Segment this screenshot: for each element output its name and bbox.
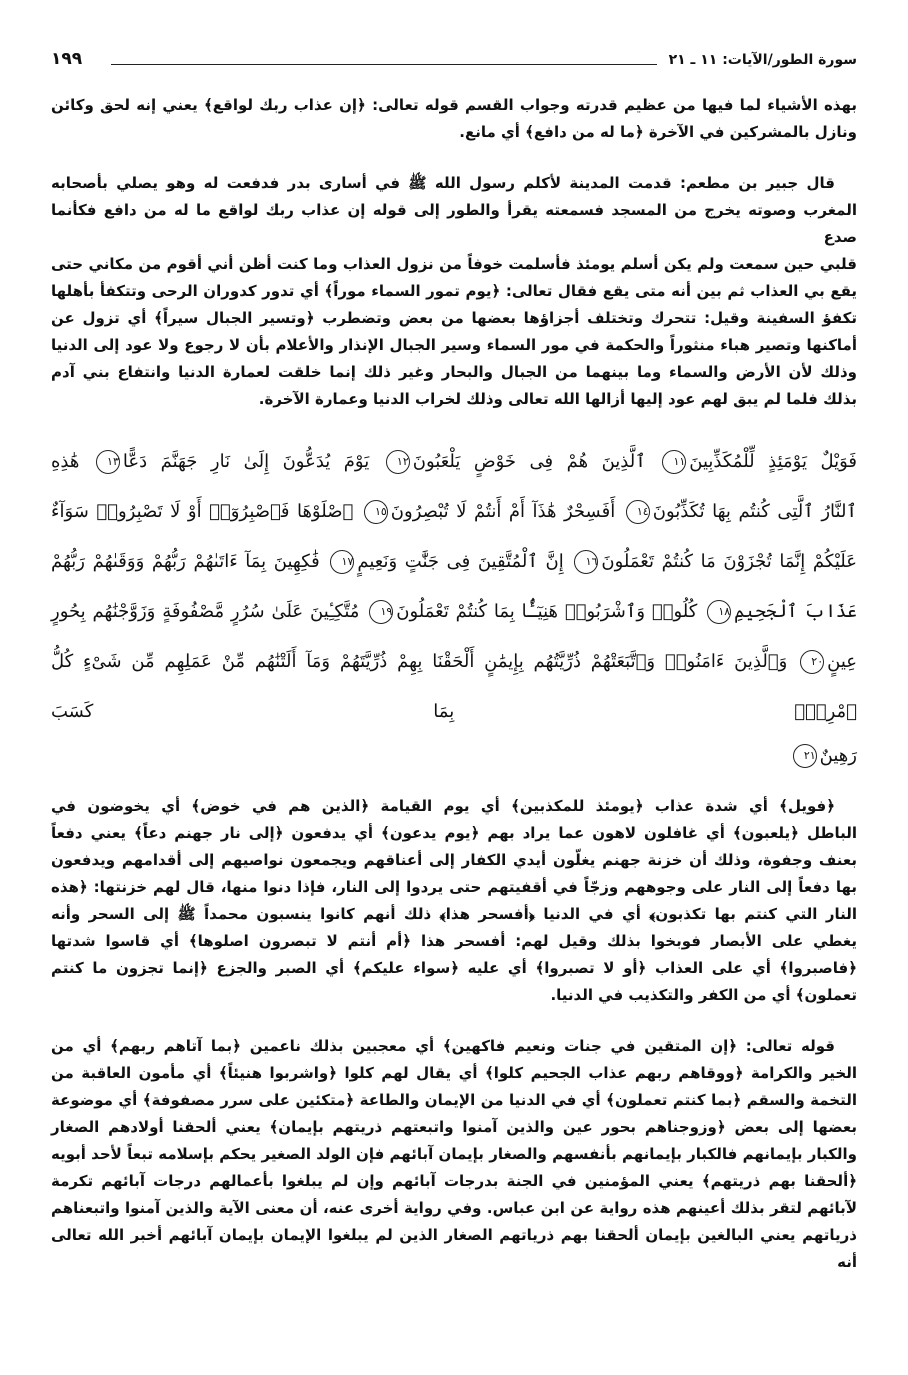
verse-number-marker: ١٥: [364, 500, 388, 524]
para4-line: بعضها إلى بعض ﴿وزوجناهم بحور عين والذين آمنوا واتبعتهم ذريتهم بإيمان﴾ يعني ألحقنا أولادهم الصغار: [51, 1118, 857, 1136]
verse-number-marker: ١٦: [574, 550, 598, 574]
quran-verse-line: [51, 737, 857, 775]
verse-text: رَهِينٌ: [819, 745, 857, 766]
verse-text: أَفَسِحْرٌ هَٰذَآ أَمْ أَنتُمْ لَا تُبْصِرُونَ: [390, 501, 616, 522]
verse-number-marker: ١٤: [626, 500, 650, 524]
quran-verse-line: [51, 437, 857, 487]
para2-line: أماكنها وتصير هباء منثوراً والحكمة في مور السماء وسير الجبال الإنذار والأعلام بأن لا رجوع ولا عود إلى الدنيا: [51, 336, 857, 354]
verse-number-marker: ١٩: [369, 600, 393, 624]
para4-line: قوله تعالى: ﴿إن المتقين في جنات ونعيم فاكهين﴾ أي معجبين بذلك ناعمين ﴿بما آتاهم ربهم﴾ أي من: [51, 1037, 835, 1055]
para1-paragraph: [51, 92, 857, 146]
verse-text: وَٱلَّذِينَ ءَامَنُوا۟ وَٱتَّبَعَتْهُمْ ذُرِّيَّتُهُم بِإِيمَٰنٍ أَلْحَقْنَا بِهِمْ ذُرِّيَّتَهُمْ وَمَآ أَلَتْنَٰهُم مِّنْ عَمَلِهِم مِّن شَىْءٍ كُلُّ ٱمْرِئٍۭ بِمَا كَسَبَ: [51, 651, 857, 722]
quran-verse-line: [51, 537, 857, 587]
header-rule: [111, 64, 657, 65]
quran-verse-line: [51, 487, 857, 537]
quran-verse-line: [51, 637, 857, 737]
para3-line: بعنف وجفوة، وذلك أن خزنة جهنم يغلّون أيدي الكفار إلى أعناقهم ويجمعون نواصيهم إلى أقدامهم ويدفعون: [51, 851, 857, 869]
para2-line: يقع بي العذاب ثم بين أنه متى يقع فقال تعالى: ﴿يوم تمور السماء موراً﴾ أي تدور كدوران الرحى وتتكفأ بأهلها: [51, 282, 857, 300]
para2-line: المغرب وصوته يخرج من المسجد فسمعته يقرأ والطور إلى قوله إن عذاب ربك لواقع ما له من دافع فكأنما صدع: [51, 201, 857, 246]
para4-line: ﴿ألحقنا بهم ذريتهم﴾ يعني المؤمنين في الجنة بدرجات آبائهم وإن لم يبلغوا بأعمالهم درجات آبائهم تكرمة: [51, 1172, 857, 1190]
verse-text: إِنَّ ٱلْمُتَّقِينَ فِى جَنَّٰتٍ وَنَعِيمٍ: [357, 551, 564, 572]
quran-verses-block: [51, 437, 857, 775]
verse-text: ٱصْلَوْهَا فَٱصْبِرُوٓا۟ أَوْ لَا تَصْبِرُوا۟ سَوَآءٌ: [51, 501, 354, 522]
page-number: ١٩٩: [51, 49, 83, 69]
para4-line: والكبار بإيمانهم فالكبار بإيمانهم بأنفسهم والصغار بإيمان آبائهم فإن الولد الصغير يحكم بإسلامه تبعاً لأحد أبويه: [51, 1145, 857, 1163]
para3-line: ﴿فويل﴾ أي شدة عذاب ﴿يومئذ للمكذبين﴾ أي يوم القيامة ﴿الذين هم في خوض﴾ أي يخوضون في: [51, 797, 835, 815]
para4-line: الخير والكرامة ﴿ووقاهم ربهم عذاب الجحيم كلوا﴾ أي يقال لهم كلوا ﴿واشربوا هنيئاً﴾ أي مأمون العاقبة من: [51, 1064, 857, 1082]
para3-line: يغطي على الأبصار فوبخوا بذلك وقيل لهم: أفسحر هذا ﴿أم أنتم لا تبصرون اصلوها﴾ أي قاسوا شدتها: [51, 932, 857, 950]
quran-verse-line: [51, 587, 857, 637]
para2-line: قال جبير بن مطعم: قدمت المدينة لأكلم رسول الله ﷺ في أسارى بدر فدفعت له وهو يصلي بأصحابه: [51, 174, 835, 192]
verse-text: ٱلنَّارُ ٱلَّتِى كُنتُم بِهَا تُكَذِّبُونَ: [652, 501, 857, 522]
para2-line: تكفؤ السفينة وقيل: تتحرك وتختلف أجزاؤها بعضها من بعض وتضطرب ﴿وتسير الجبال سيراً﴾ أي تزول عن: [51, 309, 857, 327]
para1-line: بهذه الأشياء لما فيها من عظيم قدرته وجواب القسم قوله تعالى: ﴿إن عذاب ربك لواقع﴾ يعني إنه لحق وكائن: [51, 96, 857, 114]
para4-line: التخمة والسقم ﴿بما كنتم تعملون﴾ أي في الدنيا من الإيمان والطاعة ﴿متكئين على سرر مصفوفة﴾ أي موضوعة: [51, 1091, 857, 1109]
verse-text: ٱلَّذِينَ هُمْ فِى خَوْضٍ يَلْعَبُونَ: [412, 451, 646, 472]
para3-paragraph: [51, 793, 857, 1009]
para3-line: تعملون﴾ أي من الكفر والتكذيب في الدنيا.: [550, 986, 857, 1004]
para2-line: قلبي حين سمعت ولم يكن أسلم يومئذ فأسلمت خوفاً من نزول العذاب وما كنت أظن أني أقوم من مكاني حتى: [51, 255, 857, 273]
verse-number-marker: ١٧: [330, 550, 354, 574]
verse-text: هَٰذِهِ: [51, 451, 80, 472]
running-header: [51, 49, 857, 82]
para4-paragraph: [51, 1033, 857, 1276]
verse-number-marker: ١١: [662, 450, 686, 474]
verse-number-marker: ١٢: [386, 450, 410, 474]
verse-number-marker: ٢١: [793, 744, 817, 768]
verse-text: فَوَيْلٌ يَوْمَئِذٍ لِّلْمُكَذِّبِينَ: [689, 451, 857, 472]
para1-line: ونازل بالمشركين في الآخرة ﴿ما له من دافع﴾ أي مانع.: [459, 123, 857, 141]
surah-title: سورة الطور/الآيات: ١١ ـ ٢١: [668, 52, 857, 68]
verse-number-marker: ٢٠: [800, 650, 824, 674]
para3-line: الباطل ﴿يلعبون﴾ أي غافلون لاهون عما يراد بهم ﴿يوم يدعون﴾ أي يدفعون ﴿إلى نار جهنم دعاً﴾ يعني دفعاً: [51, 824, 857, 842]
para3-line: ﴿فاصبروا﴾ أي على العذاب ﴿أو لا تصبروا﴾ أي عليه ﴿سواء عليكم﴾ أي الصبر والجزع ﴿إنما تجزون ما كنتم: [51, 959, 857, 977]
verse-text: عَذَابَ ٱلْجَحِيمِ: [734, 601, 857, 622]
verse-text: عَلَيْكُمْ إِنَّمَا تُجْزَوْنَ مَا كُنتُمْ تَعْمَلُونَ: [601, 551, 857, 572]
verse-text: مُتَّكِـِٔينَ عَلَىٰ سُرُرٍ مَّصْفُوفَةٍ وَزَوَّجْنَٰهُم بِحُورٍ: [51, 601, 360, 622]
page: [51, 0, 857, 1276]
para2-line: وذلك لأن الأرض والسماء وما بينهما من الجبال والبحار وغير ذلك إنما خلقت لعمارة الدنيا وانتفاع بني آدم: [51, 363, 857, 381]
verse-text: يَوْمَ يُدَعُّونَ إِلَىٰ نَارِ جَهَنَّمَ دَعًّا: [122, 451, 370, 472]
verse-text: كُلُوا۟ وَٱشْرَبُوا۟ هَنِيٓـًٔۢا بِمَا كُنتُمْ تَعْمَلُونَ: [396, 601, 698, 622]
para4-line: لآبائهم لتقر بذلك أعينهم هذه رواية عن ابن عباس. وفي رواية أخرى عنه، أن معنى الآية والذين آمنوا واتبعناهم: [51, 1199, 857, 1217]
verse-number-marker: ١٣: [96, 450, 120, 474]
verse-number-marker: ١٨: [707, 600, 731, 624]
para4-line: ذرياتهم يعني البالغين بإيمان ألحقنا بهم ذرياتهم الصغار الذين لم يبلغوا الإيمان بإيمان آبائهم أخبر الله تعالى أنه: [51, 1226, 857, 1271]
para3-line: بها دفعاً إلى النار على وجوههم وزجّاً في أقفيتهم حتى يردوا إلى النار، فإذا دنوا منها، قال لهم خزنتها: ﴿هذه: [51, 878, 857, 896]
para2-paragraph: [51, 170, 857, 413]
para2-line: بذلك فلما لم يبق لهم عود إليها أزالها الله تعالى وذلك لخراب الدنيا وعمارة الآخرة.: [258, 390, 857, 408]
page-body: [51, 92, 857, 1276]
verse-text: عِينٍ: [827, 651, 857, 672]
para3-line: النار التي كنتم بها تكذبون﴾ أي في الدنيا ﴿أفسحر هذا﴾ ذلك أنهم كانوا ينسبون محمداً ﷺ إلى السحر وأنه: [51, 905, 857, 923]
verse-text: فَٰكِهِينَ بِمَآ ءَاتَىٰهُمْ رَبُّهُمْ وَوَقَىٰهُمْ رَبُّهُمْ: [51, 551, 320, 572]
